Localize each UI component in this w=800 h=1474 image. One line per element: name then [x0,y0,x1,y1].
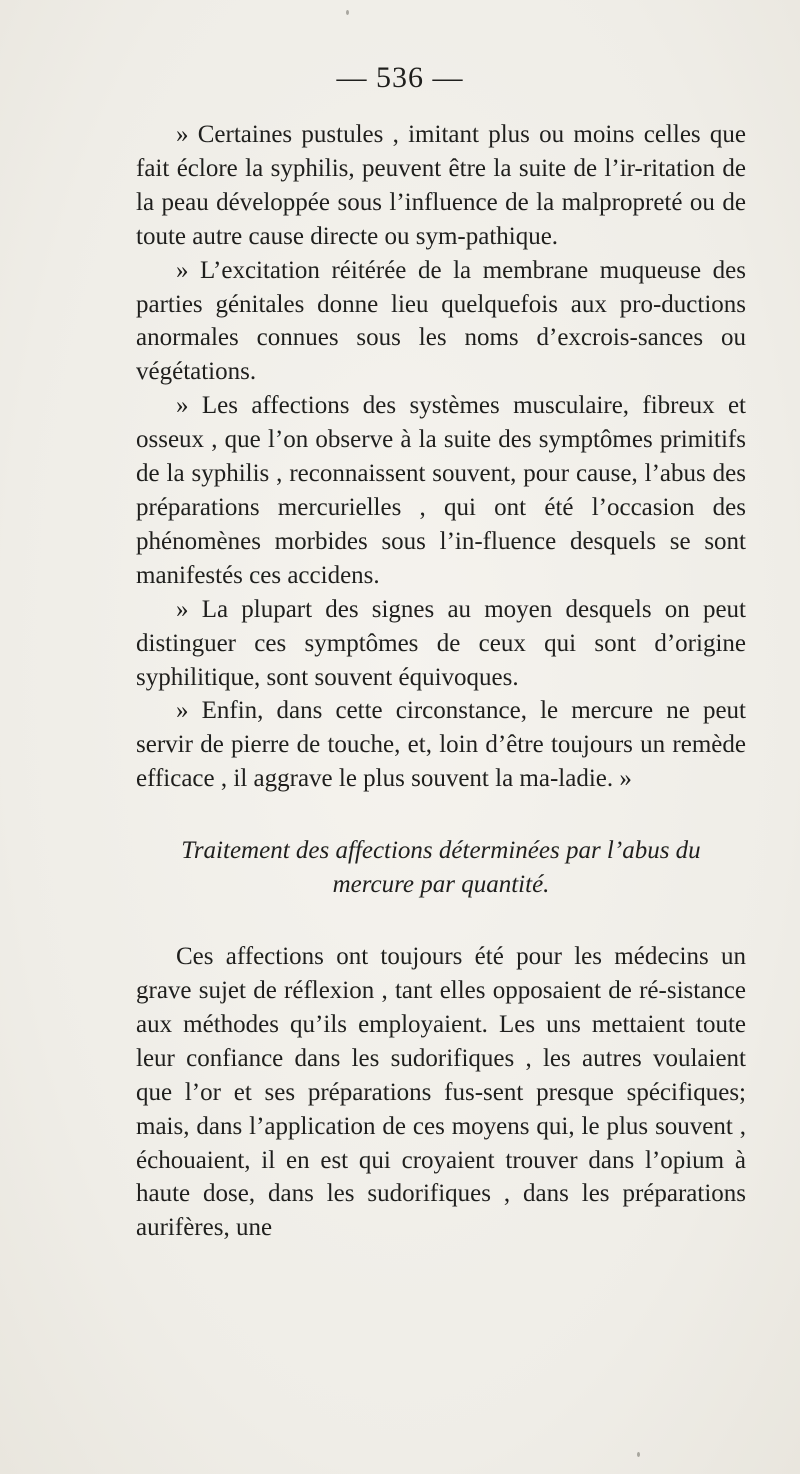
paragraph-traitement: Ces affections ont toujours été pour les médecins un grave sujet de réflexion , tant elles opposaient de ré-sistance aux méthodes qu’ils employaient. Les uns mettaient toute leur confiance dans les sudorifiques , les autres voulaient que l’or et ses préparations fus-sent presque spécifiques; mais, dans l’application de ces moyens qui, le plus souvent , échouaient, il en est qui croyaient trouver dans l’opium à haute dose, dans les sudorifiques , dans les préparations aurifères, une [136,943,746,1242]
page-number: — 536 — [336,61,464,94]
paper-speck [346,10,349,15]
paragraph-signes: » La plupart des signes au moyen desquels on peut distinguer ces symptômes de ceux qui sont d’origine syphilitique, sont souvent équivoques. [136,595,746,691]
section-heading [136,834,746,902]
paper-speck [637,1452,640,1457]
section-heading-line-2: mercure par quantité. [332,871,550,899]
paragraph-pustules: » Certaines pustules , imitant plus ou moins celles que fait éclore la syphilis, peuvent être la suite de l’ir-ritation de la peau développée sous l’influence de la malpropreté ou de toute autre cause directe ou sym-pathique. [136,121,746,250]
paragraph-excitation: » L’excitation réitérée de la membrane muqueuse des parties génitales donne lieu quelquefois aux pro-ductions anormales connues sous les noms d’excrois-sances ou végétations. [136,256,746,386]
paragraph-enfin: » Enfin, dans cette circonstance, le mercure ne peut servir de pierre de touche, et, loin d’être toujours un remède efficace , il aggrave le plus souvent la ma-ladie. » [136,697,746,793]
section-heading-line-1: Traitement des affections déterminées par l’abus du [181,837,701,865]
body-text [136,118,746,1245]
paragraph-affections: » Les affections des systèmes musculaire, fibreux et osseux , que l’on observe à la suite des symptômes primitifs de la syphilis , reconnaissent souvent, pour cause, l’abus des préparations mercurielles , qui ont été l’occasion des phénomènes morbides sous l’in-fluence desquels se sont manifestés ces accidens. [136,392,746,589]
